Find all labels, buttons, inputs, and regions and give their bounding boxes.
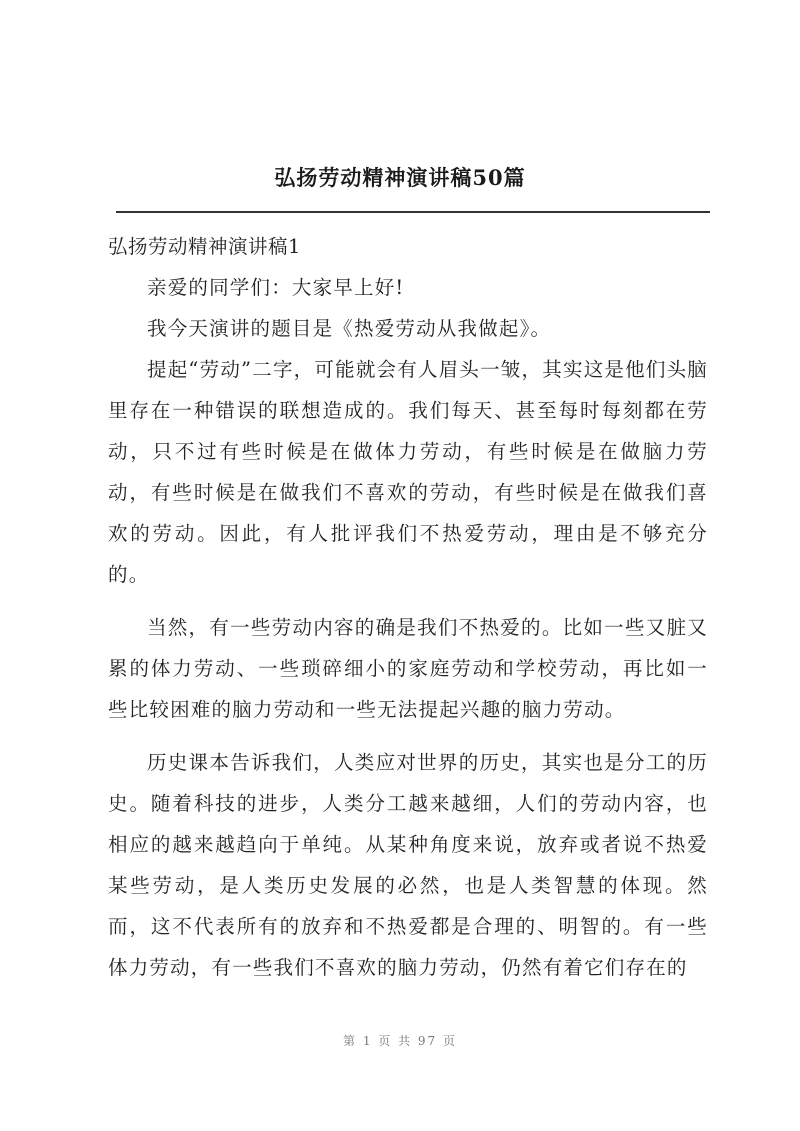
section-heading: 弘扬劳动精神演讲稿1 <box>108 235 301 258</box>
paragraph-body: 提起“劳动”二字，可能就会有人眉头一皱，其实这是他们头脑里存在一种错误的联想造成的。我们每天、甚至每时每刻都在劳动，只不过有些时候是在做体力劳动，有些时候是在做脑力劳动，有些时候是在做我们不喜欢的劳动，有些时候是在做我们喜欢的劳动。因此，有人批评我们不热爱劳动，理由是不够充分的。 <box>108 358 708 586</box>
page-number-footer: 第 1 页 共 97 页 <box>343 1034 457 1048</box>
title-divider <box>116 211 710 213</box>
document-body <box>108 226 708 988</box>
paragraph-topic: 我今天演讲的题目是《热爱劳动从我做起》。 <box>147 317 552 340</box>
paragraph-body: 当然，有一些劳动内容的确是我们不热爱的。比如一些又脏又累的体力劳动、一些琐碎细小的家庭劳动和学校劳动，再比如一些比较困难的脑力劳动和一些无法提起兴趣的脑力劳动。 <box>108 616 708 721</box>
paragraph-greeting: 亲爱的同学们：大家早上好! <box>147 276 405 299</box>
document-title: 弘扬劳动精神演讲稿50篇 <box>274 165 526 190</box>
paragraph-body: 历史课本告诉我们，人类应对世界的历史，其实也是分工的历史。随着科技的进步，人类分工越来越细，人们的劳动内容，也相应的越来越趋向于单纯。从某种角度来说，放弃或者说不热爱某些劳动，是人类历史发展的必然，也是人类智慧的体现。然而，这不代表所有的放弃和不热爱都是合理的、明智的。有一些体力劳动，有一些我们不喜欢的脑力劳动，仍然有着它们存在的 <box>108 751 708 979</box>
